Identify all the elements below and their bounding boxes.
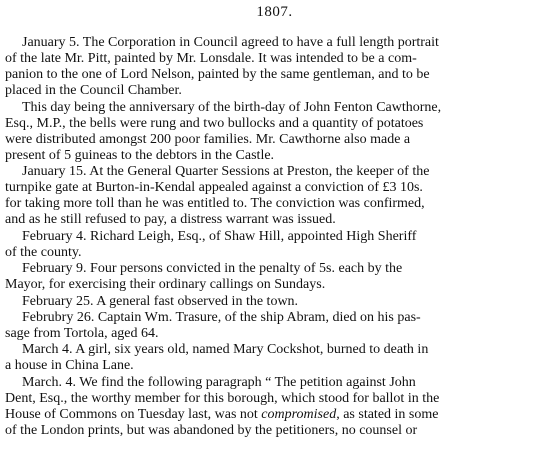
text-line bbox=[5, 132, 410, 148]
entry-text: sage from Tortola, aged 64. bbox=[5, 326, 159, 341]
entry-text: Esq., M.P., the bells were rung and two bullocks and a quantity of potatoes bbox=[5, 116, 424, 131]
page-year-heading: 1807. bbox=[256, 4, 293, 20]
text-line bbox=[22, 375, 416, 391]
text-line bbox=[5, 423, 417, 439]
entry-text: panion to the one of Lord Nelson, painted by the same gentleman, and to be bbox=[5, 67, 430, 82]
entry-text: A girl, six years old, named Mary Cockshot, burned to death in bbox=[72, 342, 429, 357]
entry-text: House of Commons on Tuesday last, was not bbox=[5, 407, 262, 422]
text-line bbox=[5, 67, 430, 83]
entry-text: of the county. bbox=[5, 245, 82, 260]
entry-date: Februbry 26. bbox=[22, 310, 95, 325]
entry-text-italic: compromised bbox=[261, 407, 337, 422]
entry-date: January 5. bbox=[22, 35, 80, 50]
text-line bbox=[22, 294, 298, 310]
text-line bbox=[5, 83, 182, 99]
entry-text: for taking more toll than he was entitled to. The conviction was confirmed, bbox=[5, 196, 425, 211]
entry-text: a house in China Lane. bbox=[5, 358, 134, 373]
text-line bbox=[5, 180, 423, 196]
text-line bbox=[5, 196, 425, 212]
text-line bbox=[22, 342, 428, 358]
text-line bbox=[22, 164, 429, 180]
entry-date: January 15. bbox=[22, 164, 87, 179]
text-line bbox=[5, 51, 417, 67]
entry-text: , as stated in some bbox=[336, 407, 439, 422]
entry-text: placed in the Council Chamber. bbox=[5, 83, 182, 98]
text-line bbox=[5, 407, 438, 423]
entry-date: February 4. bbox=[22, 229, 87, 244]
entry-text: A general fast observed in the town. bbox=[93, 294, 299, 309]
text-line bbox=[5, 326, 159, 342]
text-line bbox=[5, 245, 81, 261]
entry-text: Richard Leigh, Esq., of Shaw Hill, appointed High Sheriff bbox=[86, 229, 417, 244]
text-line bbox=[5, 358, 134, 374]
text-line bbox=[22, 100, 441, 116]
entry-date: March 4. bbox=[22, 342, 73, 357]
entry-text: were distributed amongst 200 poor families. Mr. Cawthorne also made a bbox=[5, 132, 411, 147]
entry-date: March. 4. bbox=[22, 375, 77, 390]
entry-text: Mayor, for exercising their ordinary callings on Sundays. bbox=[5, 277, 326, 292]
text-line bbox=[22, 35, 439, 51]
entry-text: of the late Mr. Pitt, painted by Mr. Lonsdale. It was intended to be a com- bbox=[5, 51, 417, 66]
text-line bbox=[22, 229, 416, 245]
entry-text: and as he still refused to pay, a distress warrant was issued. bbox=[5, 212, 336, 227]
text-line bbox=[5, 277, 325, 293]
text-line bbox=[5, 148, 274, 164]
text-line bbox=[5, 391, 439, 407]
text-line bbox=[22, 261, 402, 277]
entry-date: February 9. bbox=[22, 261, 87, 276]
entry-text: We find the following paragraph “ The petition against John bbox=[76, 375, 416, 390]
entry-text: Dent, Esq., the worthy member for this borough, which stood for ballot in the bbox=[5, 391, 440, 406]
entry-text: This day being the anniversary of the birth-day of John Fenton Cawthorne, bbox=[22, 100, 442, 115]
entry-text: of the London prints, but was abandoned by the petitioners, no counsel or bbox=[5, 423, 418, 438]
entry-date: February 25. bbox=[22, 294, 94, 309]
text-line bbox=[22, 310, 421, 326]
entry-text: At the General Quarter Sessions at Preston, the keeper of the bbox=[86, 164, 430, 179]
entry-text: Captain Wm. Trasure, of the ship Abram, died on his pas- bbox=[94, 310, 421, 325]
entry-text: The Corporation in Council agreed to have a full length portrait bbox=[79, 35, 439, 50]
text-line bbox=[5, 116, 423, 132]
entry-text: Four persons convicted in the penalty of 5s. each by the bbox=[86, 261, 403, 276]
text-line bbox=[5, 212, 336, 228]
entry-text: present of 5 guineas to the debtors in the Castle. bbox=[5, 148, 275, 163]
entry-text: turnpike gate at Burton-in-Kendal appealed against a conviction of £3 10s. bbox=[5, 180, 423, 195]
